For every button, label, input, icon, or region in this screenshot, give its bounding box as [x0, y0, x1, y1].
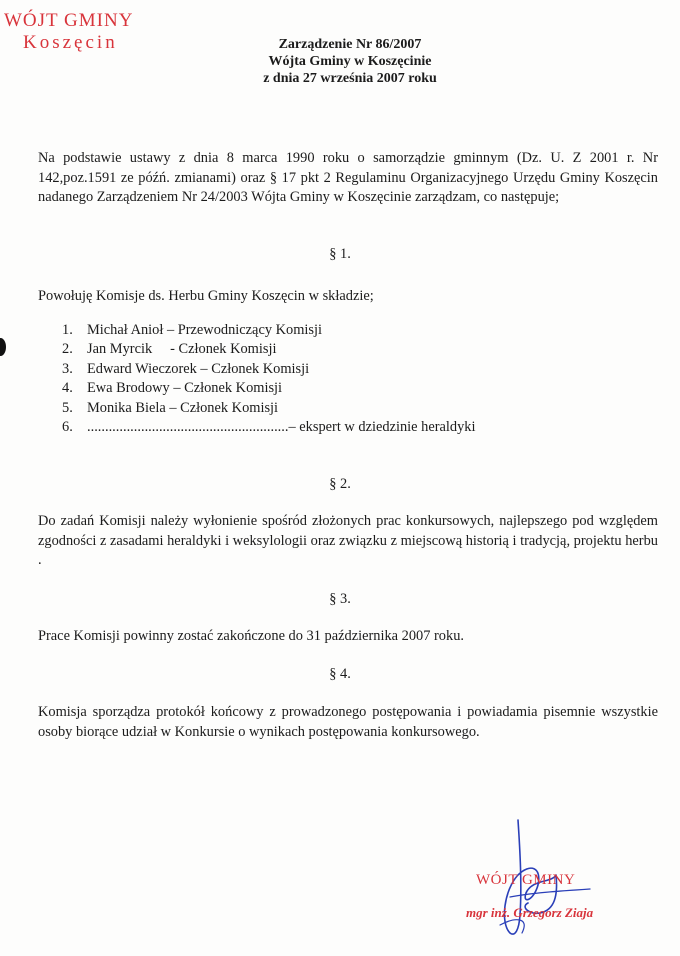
binder-hole: [0, 338, 6, 356]
list-item-text: Edward Wieczorek – Członek Komisji: [87, 360, 310, 377]
section4-heading: § 4.: [329, 666, 351, 682]
section2-text: Do zadań Komisji należy wyłonienie spośród złożonych prac konkursowych, najlepszego pod względem zgodności z zasadami heraldyki i weksylologii oraz związku z miejscową historią i tradycją, projektu herbu .: [38, 513, 658, 568]
list-item-number: 5.: [62, 399, 73, 416]
header-line3: z dnia 27 września 2007 roku: [263, 71, 437, 86]
section4-text: Komisja sporządza protokół końcowy z prowadzonego postępowania i powiadamia pisemnie wszystkie osoby biorące udział w Konkursie o wynikach postępowania konkursowego.: [38, 704, 658, 740]
list-item-text: ........................................................– ekspert w dziedzinie heraldyki: [87, 419, 476, 436]
list-item-text: Monika Biela – Członek Komisji: [87, 399, 279, 416]
intro-paragraph: Na podstawie ustawy z dnia 8 marca 1990 roku o samorządzie gminnym (Dz. U. Z 2001 r. Nr 142,poz.1591 ze późń. zmianami) oraz § 17 pkt 2 Regulaminu Organizacyjnego Urzędu Gminy Koszęcin nadanego Zarządzeniem Nr 24/2003 Wójta Gminy w Koszęcinie zarządzam, co następuje;: [38, 150, 658, 205]
list-item: [62, 379, 475, 398]
stamp-top-line1: WÓJT GMINY: [4, 10, 134, 31]
list-item: [62, 360, 475, 379]
stamp-bottom-name: mgr inż. Grzegorz Ziaja: [466, 905, 594, 920]
list-item-text: Ewa Brodowy – Członek Komisji: [87, 380, 283, 397]
list-item-number: 3.: [62, 360, 73, 377]
list-item-text: Michał Anioł – Przewodniczący Komisji: [87, 322, 322, 338]
list-item-number: 1.: [62, 322, 73, 338]
list-item-text: Jan Myrcik - Członek Komisji: [87, 341, 277, 358]
document-header: [200, 36, 500, 87]
section1-heading: § 1.: [329, 246, 351, 262]
header-line1: Zarządzenie Nr 86/2007: [278, 37, 422, 52]
list-item-number: 2.: [62, 341, 73, 358]
stamp-top-line2: Koszęcin: [23, 31, 118, 53]
section2-heading: § 2.: [329, 476, 351, 492]
stamp-bottom-title: WÓJT GMINY: [476, 872, 576, 888]
list-item: [62, 321, 475, 340]
section1-text: Powołuję Komisje ds. Herbu Gminy Koszęcin w składzie;: [38, 288, 374, 304]
list-item-number: 6.: [62, 419, 73, 436]
list-item: [62, 340, 475, 359]
list-item: [62, 418, 475, 437]
stamp-top: [4, 10, 133, 54]
member-list: [62, 321, 475, 437]
list-item: [62, 399, 475, 418]
section3-text: Prace Komisji powinny zostać zakończone do 31 października 2007 roku.: [38, 628, 464, 644]
header-line2: Wójta Gminy w Koszęcinie: [268, 54, 432, 69]
list-item-number: 4.: [62, 380, 73, 397]
section3-heading: § 3.: [329, 591, 351, 607]
